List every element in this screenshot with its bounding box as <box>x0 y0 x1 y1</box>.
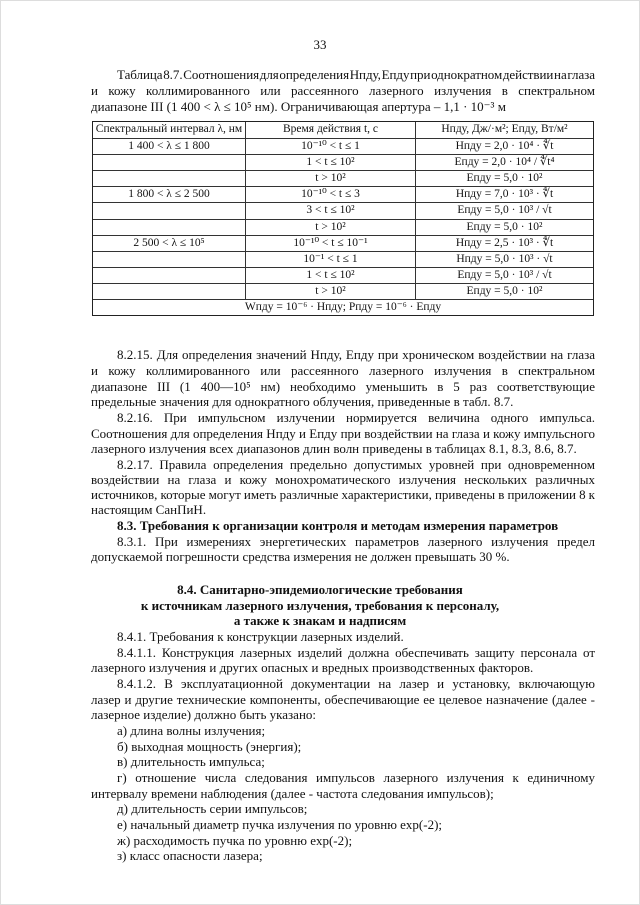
paragraph-line: лазерного излучения и других опасных и вредных производственных факторов. <box>91 660 534 675</box>
section-heading-8-4-line: а также к знакам и надписям <box>233 613 407 628</box>
table-row <box>93 267 593 283</box>
paragraph-line: ж) расходимость пучка по уровню exp(-2); <box>117 833 353 848</box>
exposure-time-cell: 10⁻¹ < t ≤ 1 <box>246 252 416 267</box>
spectral-interval-cell <box>93 171 246 186</box>
caption-line: и кожу коллимированного или рассеянного лазерного излучения в спектральном <box>91 83 595 98</box>
exposure-time-cell: 1 < t ≤ 10² <box>246 155 416 170</box>
spectral-interval-cell <box>93 203 246 218</box>
exposure-time-cell: 10⁻¹⁰ < t ≤ 1 <box>246 139 416 154</box>
limit-formula-cell: Eпду = 5,0 · 10² <box>466 220 543 233</box>
table-row <box>93 138 593 154</box>
paragraph-line: б) выходная мощность (энергия); <box>117 739 302 754</box>
table-row <box>93 235 593 251</box>
page-number: 33 <box>313 37 327 52</box>
limit-formula-cell: Hпду = 2,5 · 10³ · ∜t <box>455 236 554 249</box>
spectral-interval-cell: 2 500 < λ ≤ 10⁵ <box>93 236 246 251</box>
caption-line: Таблица 8.7. Соотношения для определения Hпду, Eпду при однократном действии на глаза <box>117 67 595 82</box>
caption-line: диапазоне III (1 400 < λ ≤ 10⁵ нм). Ограничивающая апертура – 1,1 · 10⁻³ м <box>91 99 506 114</box>
limit-formula-cell: Hпду = 2,0 · 10⁴ · ∜t <box>455 140 554 153</box>
paragraph-line: 8.3.1. При измерениях энергетических параметров лазерного излучения предел <box>117 534 595 549</box>
exposure-time-cell: t > 10² <box>246 171 416 186</box>
spectral-interval-cell <box>93 268 246 283</box>
table-row <box>93 219 593 235</box>
table-footer-formula: Wпду = 10⁻⁶ · Hпду; Pпду = 10⁻⁶ · Eпду <box>244 301 442 314</box>
limit-formula-cell: Eпду = 5,0 · 10² <box>466 284 543 297</box>
table-row <box>93 170 593 186</box>
spectral-interval-cell <box>93 252 246 267</box>
exposure-time-cell: 10⁻¹⁰ < t ≤ 3 <box>246 187 416 202</box>
paragraph-line: диапазоне III (1 400—10⁵ нм) необходимо уменьшить в 5 раз соответствующие <box>91 379 595 394</box>
paragraph-line: 8.2.17. Правила определения предельно допустимых уровней при одновременном <box>117 457 595 472</box>
exposure-time-cell: 10⁻¹⁰ < t ≤ 10⁻¹ <box>246 236 416 251</box>
limit-formula-cell: Hпду = 5,0 · 10³ · √t <box>456 252 553 265</box>
limit-formula-cell: Eпду = 5,0 · 10³ / √t <box>457 204 552 217</box>
paragraph-line: 8.2.16. При импульсном излучении нормируется величина одного импульса. <box>117 410 595 425</box>
limit-formula-cell: Hпду = 7,0 · 10³ · ∜t <box>455 188 554 201</box>
table-row <box>93 283 593 299</box>
table-header-cell: Спектральный интервал λ, нм <box>93 122 246 138</box>
paragraph-line: г) отношение числа следования импульсов лазерного излучения к единичному <box>117 770 595 785</box>
table-header-cell: Hпду, Дж/·м²; Eпду, Вт/м² <box>441 123 568 135</box>
table-row <box>93 202 593 218</box>
table-footer-row <box>93 299 593 315</box>
spectral-interval-cell <box>93 155 246 170</box>
paragraph-line: з) класс опасности лазера; <box>117 848 263 863</box>
paragraph-line: Соотношения для определения Hпду и Eпду при воздействии на глаза и кожу импульсного <box>91 426 595 441</box>
spectral-interval-cell: 1 400 < λ ≤ 1 800 <box>93 139 246 154</box>
exposure-time-cell: t > 10² <box>246 220 416 235</box>
paragraph-line: лазер и другие технические компоненты, обеспечивающие ее целевое назначение (далее - <box>91 692 595 707</box>
table-row <box>93 251 593 267</box>
section-heading-8-4-line: 8.4. Санитарно-эпидемиологические требования <box>177 582 463 597</box>
paragraph-line: 8.4.1.2. В эксплуатационной документации на лазер и установку, включающую <box>117 676 595 691</box>
paragraph-line: в) длительность импульса; <box>117 754 265 769</box>
paragraph-line: а) длина волны излучения; <box>117 723 266 738</box>
paragraph-line: 8.2.15. Для определения значений Hпду, Eпду при хроническом воздействии на глаза <box>117 347 595 362</box>
section-heading-8-3: 8.3. Требования к организации контроля и методам измерения параметров <box>117 518 559 533</box>
paragraph-line: 8.4.1. Требования к конструкции лазерных изделий. <box>117 629 404 644</box>
table-header-cell: Время действия t, с <box>246 122 416 138</box>
table-row <box>93 154 593 170</box>
spectral-interval-cell <box>93 284 246 299</box>
paragraph-line: настоящим СанПиН. <box>91 502 207 517</box>
table-header-row <box>93 122 593 138</box>
paragraph-line: лазерное изделие) должно быть указано: <box>91 707 317 722</box>
paragraph-line: источников, которые могут иметь различные характеристики, приведены в приложении 8 к <box>91 487 595 502</box>
spectral-interval-cell: 1 800 < λ ≤ 2 500 <box>93 187 246 202</box>
limit-formula-cell: Eпду = 5,0 · 10³ / √t <box>457 268 552 281</box>
limit-formula-cell: Eпду = 2,0 · 10⁴ / ∜t⁴ <box>454 156 555 169</box>
table-8-7 <box>92 121 594 316</box>
paragraph-line: интервалу времени наблюдения (далее - частота следования импульсов); <box>91 786 494 801</box>
paragraph-line: предельные значения для однократного облучения, приведенные в табл. 8.7. <box>91 394 514 409</box>
paragraph-line: и кожу коллимированного или рассеянного лазерного излучения в спектральном <box>91 363 595 378</box>
spectral-interval-cell <box>93 220 246 235</box>
limit-formula-cell: Eпду = 5,0 · 10² <box>466 172 543 185</box>
exposure-time-cell: t > 10² <box>246 284 416 299</box>
section-heading-8-4-line: к источникам лазерного излучения, требования к персоналу, <box>140 598 500 613</box>
exposure-time-cell: 3 < t ≤ 10² <box>246 203 416 218</box>
paragraph-line: допускаемой погрешности средства измерения не должен превышать 30 %. <box>91 549 510 564</box>
paragraph-line: 8.4.1.1. Конструкция лазерных изделий должна обеспечивать защиту персонала от <box>117 645 595 660</box>
paragraph-line: воздействии на глаза и кожу монохроматического излучения нескольких различных <box>91 472 595 487</box>
exposure-time-cell: 1 < t ≤ 10² <box>246 268 416 283</box>
paragraph-line: е) начальный диаметр пучка излучения по уровню exp(-2); <box>117 817 443 832</box>
paragraph-line: лазерного излучения всех диапазонов длин волн приведены в таблицах 8.1, 8.3, 8.6, 8.7. <box>91 441 577 456</box>
paragraph-line: д) длительность серии импульсов; <box>117 801 308 816</box>
table-row <box>93 186 593 202</box>
